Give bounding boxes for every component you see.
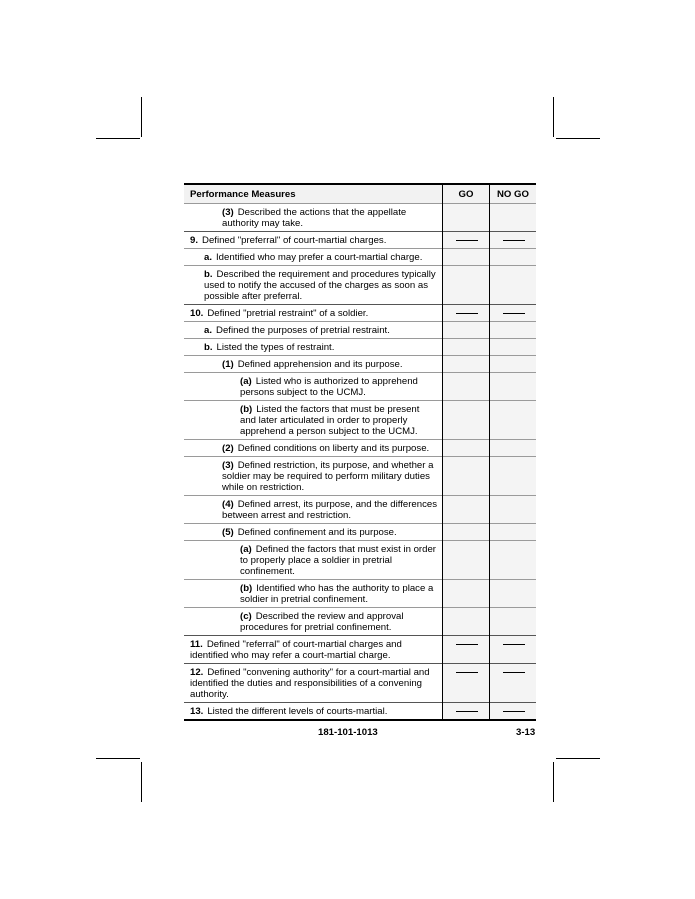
measure-cell [184, 356, 443, 373]
no-go-cell [490, 339, 537, 356]
table-row [184, 339, 536, 356]
table-row [184, 703, 536, 721]
go-cell[interactable] [443, 305, 490, 322]
measure-text: Listed who is authorized to apprehend persons subject to the UCMJ. [240, 376, 418, 398]
header-performance-measures: Performance Measures [184, 184, 443, 204]
measure-text: Listed the different levels of courts-martial. [207, 706, 388, 717]
measure-text: Defined arrest, its purpose, and the differences between arrest and restriction. [222, 499, 438, 521]
crop-mark-top-right-vertical [553, 97, 554, 137]
measure-label: b. [204, 269, 213, 280]
blank-line [503, 643, 525, 645]
go-cell [443, 524, 490, 541]
go-cell[interactable] [443, 664, 490, 703]
blank-line [456, 643, 478, 645]
go-cell [443, 249, 490, 266]
no-go-cell [490, 249, 537, 266]
go-cell [443, 339, 490, 356]
table-row [184, 305, 536, 322]
measure-text: Defined conditions on liberty and its purpose. [237, 443, 430, 454]
crop-mark-bottom-right-horizontal [556, 758, 600, 759]
measure-cell [184, 373, 443, 401]
crop-mark-top-left-vertical [141, 97, 142, 137]
table-row [184, 401, 536, 440]
table-row [184, 356, 536, 373]
measure-label: (a) [240, 544, 252, 555]
performance-measures-table [184, 183, 536, 721]
measure-cell [184, 496, 443, 524]
measure-text: Defined "referral" of court-martial charges and identified who may refer a court-martial charge. [190, 639, 402, 661]
go-cell[interactable] [443, 232, 490, 249]
table-body [184, 204, 536, 721]
measure-label: (2) [222, 443, 234, 454]
blank-line [503, 671, 525, 673]
measure-label: (4) [222, 499, 234, 510]
measure-text: Identified who has the authority to place a soldier in pretrial confinement. [240, 583, 434, 605]
crop-mark-top-left-horizontal [96, 138, 140, 139]
no-go-cell[interactable] [490, 636, 537, 664]
measure-label: (3) [222, 207, 234, 218]
table-row [184, 204, 536, 232]
measure-text: Defined apprehension and its purpose. [237, 359, 403, 370]
no-go-cell [490, 457, 537, 496]
go-cell [443, 373, 490, 401]
measure-cell [184, 204, 443, 232]
measure-label: (1) [222, 359, 234, 370]
go-cell [443, 608, 490, 636]
measure-text: Listed the factors that must be present and later articulated in order to properly apprehend a person subject to the UCMJ. [240, 404, 420, 437]
no-go-cell [490, 373, 537, 401]
measure-cell [184, 457, 443, 496]
no-go-cell [490, 356, 537, 373]
blank-line [503, 312, 525, 314]
header-go: GO [443, 184, 490, 204]
measure-cell [184, 401, 443, 440]
measure-label: (a) [240, 376, 252, 387]
measure-text: Defined the purposes of pretrial restraint. [216, 325, 390, 336]
go-cell [443, 440, 490, 457]
measure-cell [184, 664, 443, 703]
table-row [184, 496, 536, 524]
measure-text: Described the review and approval procedures for pretrial confinement. [240, 611, 404, 633]
crop-mark-top-right-horizontal [556, 138, 600, 139]
no-go-cell [490, 580, 537, 608]
no-go-cell [490, 266, 537, 305]
measure-cell [184, 249, 443, 266]
measure-label: 13. [190, 706, 204, 717]
table-row [184, 322, 536, 339]
measure-cell [184, 608, 443, 636]
table-row [184, 524, 536, 541]
blank-line [456, 239, 478, 241]
measure-cell [184, 524, 443, 541]
measure-cell [184, 322, 443, 339]
table-row [184, 440, 536, 457]
no-go-cell[interactable] [490, 703, 537, 721]
blank-line [456, 312, 478, 314]
measure-cell [184, 305, 443, 322]
blank-line [503, 239, 525, 241]
measure-cell [184, 232, 443, 249]
measure-text: Identified who may prefer a court-martial charge. [216, 252, 423, 263]
go-cell [443, 356, 490, 373]
no-go-cell[interactable] [490, 305, 537, 322]
measure-cell [184, 541, 443, 580]
table-header-row [184, 184, 536, 204]
measure-text: Described the actions that the appellate authority may take. [222, 207, 407, 229]
measure-cell [184, 339, 443, 356]
no-go-cell [490, 496, 537, 524]
footer-page-number: 3-13 [516, 727, 536, 738]
measure-text: Defined confinement and its purpose. [237, 527, 397, 538]
no-go-cell [490, 204, 537, 232]
measure-text: Defined the factors that must exist in order to properly place a soldier in pretrial confinement. [240, 544, 436, 577]
measure-text: Defined restriction, its purpose, and whether a soldier may be required to perform military duties while on restriction. [222, 460, 434, 493]
measure-cell [184, 266, 443, 305]
go-cell [443, 457, 490, 496]
blank-line [456, 671, 478, 673]
go-cell[interactable] [443, 636, 490, 664]
no-go-cell[interactable] [490, 664, 537, 703]
measure-text: Defined "pretrial restraint" of a soldier. [207, 308, 369, 319]
measure-label: (b) [240, 404, 253, 415]
go-cell [443, 580, 490, 608]
go-cell [443, 266, 490, 305]
measure-label: 9. [190, 235, 199, 246]
measure-label: (b) [240, 583, 253, 594]
measure-text: Described the requirement and procedures typically used to notify the accused of the charges as soon as possible after preferral. [204, 269, 436, 302]
go-cell [443, 401, 490, 440]
crop-mark-bottom-right-vertical [553, 762, 554, 802]
no-go-cell [490, 608, 537, 636]
measure-label: (c) [240, 611, 252, 622]
measure-label: a. [204, 325, 213, 336]
measure-text: Listed the types of restraint. [216, 342, 335, 353]
measure-label: b. [204, 342, 213, 353]
table-row [184, 266, 536, 305]
blank-line [456, 710, 478, 712]
measure-label: 11. [190, 639, 203, 650]
table-row [184, 636, 536, 664]
table-row [184, 608, 536, 636]
measure-cell [184, 703, 443, 721]
footer-course-code: 181-101-1013 [318, 727, 378, 738]
go-cell [443, 496, 490, 524]
header-no-go: NO GO [490, 184, 537, 204]
measure-cell [184, 440, 443, 457]
measure-text: Defined "preferral" of court-martial charges. [202, 235, 387, 246]
table-row [184, 664, 536, 703]
no-go-cell[interactable] [490, 232, 537, 249]
measure-cell [184, 636, 443, 664]
table-row [184, 541, 536, 580]
measure-label: a. [204, 252, 213, 263]
go-cell [443, 204, 490, 232]
table-row [184, 373, 536, 401]
table-row [184, 249, 536, 266]
go-cell[interactable] [443, 703, 490, 721]
measure-cell [184, 580, 443, 608]
crop-mark-bottom-left-vertical [141, 762, 142, 802]
measure-label: (3) [222, 460, 234, 471]
go-cell [443, 541, 490, 580]
no-go-cell [490, 440, 537, 457]
measure-label: (5) [222, 527, 234, 538]
crop-mark-bottom-left-horizontal [96, 758, 140, 759]
no-go-cell [490, 322, 537, 339]
table-row [184, 457, 536, 496]
no-go-cell [490, 541, 537, 580]
table-row [184, 580, 536, 608]
no-go-cell [490, 401, 537, 440]
no-go-cell [490, 524, 537, 541]
measure-text: Defined "convening authority" for a court-martial and identified the duties and responsibilities of a convening authority. [190, 667, 430, 700]
blank-line [503, 710, 525, 712]
go-cell [443, 322, 490, 339]
table-row [184, 232, 536, 249]
measure-label: 12. [190, 667, 204, 678]
measure-label: 10. [190, 308, 204, 319]
